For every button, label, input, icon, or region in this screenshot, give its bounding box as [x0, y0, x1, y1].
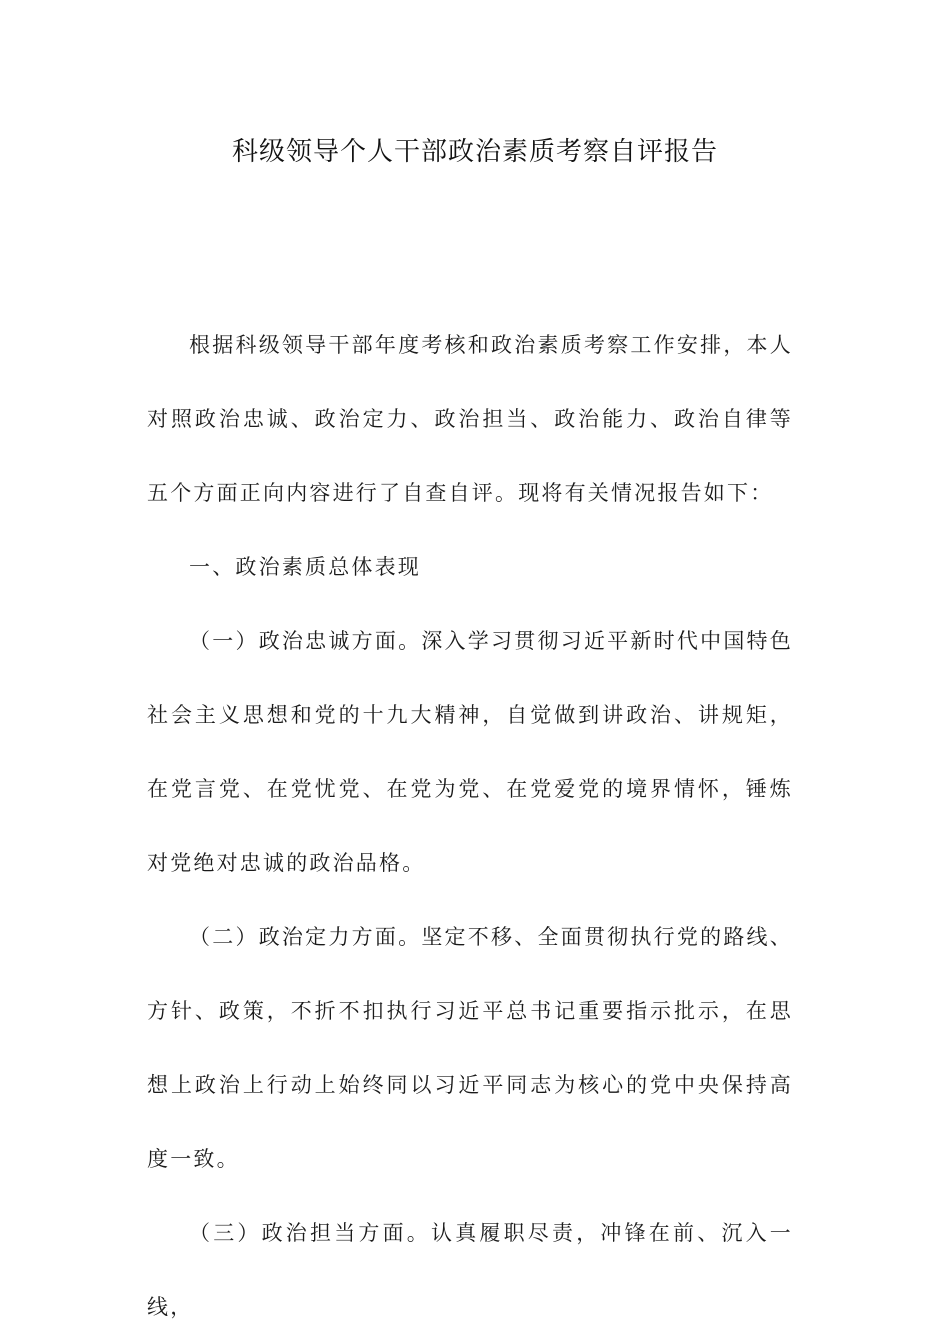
paragraph-political-loyalty: （一）政治忠诚方面。深入学习贯彻习近平新时代中国特色社会主义思想和党的十九大精神，自觉做到讲政治、讲规矩，在党言党、在党忧党、在党为党、在党爱党的境界情怀，锤炼对党绝对忠诚的政治品格。: [147, 629, 793, 875]
paragraph-political-resolve: （二）政治定力方面。坚定不移、全面贯彻执行党的路线、方针、政策，不折不扣执行习近平总书记重要指示批示，在思想上政治上行动上始终同以习近平同志为核心的党中央保持高度一致。: [147, 925, 793, 1171]
section-heading: 一、政治素质总体表现: [189, 555, 421, 579]
paragraph-political-responsibility: （三）政治担当方面。认真履职尽责，冲锋在前、沉入一线，: [147, 1221, 793, 1319]
paragraph-intro: 根据科级领导干部年度考核和政治素质考察工作安排，本人对照政治忠诚、政治定力、政治担当、政治能力、政治自律等五个方面正向内容进行了自查自评。现将有关情况报告如下：: [147, 333, 793, 505]
document-title: 科级领导个人干部政治素质考察自评报告: [231, 137, 718, 167]
document-body: [147, 308, 793, 1344]
